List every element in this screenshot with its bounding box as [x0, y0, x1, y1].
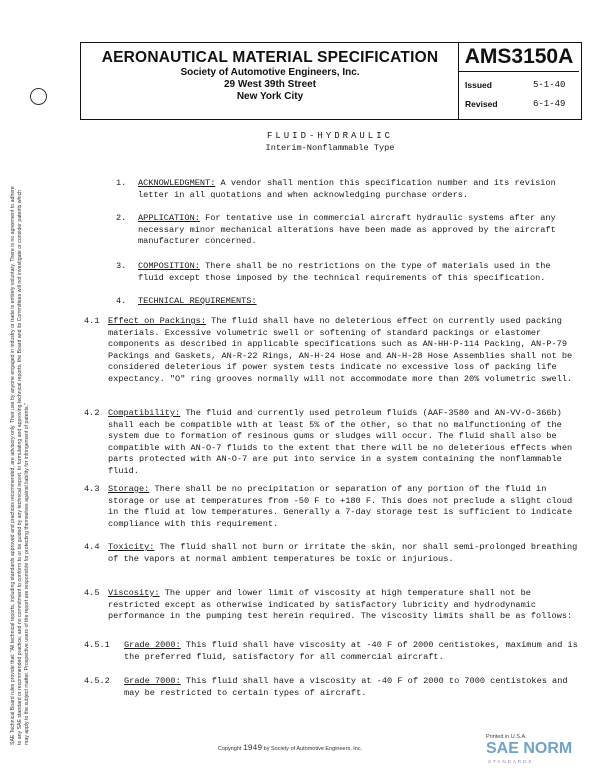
org-city: New York City	[236, 91, 304, 102]
subsection-heading: Viscosity:	[108, 588, 160, 598]
revised-label: Revised	[465, 99, 498, 109]
header-title-box	[80, 42, 459, 120]
section-text	[138, 178, 578, 201]
document-title-line1: FLUID-HYDRAULIC	[266, 131, 393, 141]
punch-hole	[30, 88, 47, 105]
watermark-subtext: STANDARDS	[488, 759, 534, 764]
subsubsection-text	[124, 640, 578, 663]
subsubsection-text	[124, 676, 578, 699]
subsection-text	[108, 588, 578, 623]
copyright-footer	[80, 744, 500, 753]
subsection-body: The upper and lower limit of viscosity at high temperature shall not be restricted except as otherwise indicated by satisfactory lubricity and hydrodynamic performance in the pumping test herein required. The viscosity limits shall be as follows:	[108, 588, 573, 621]
subsection-text	[108, 484, 578, 530]
section-heading: COMPOSITION:	[138, 261, 200, 271]
section-heading: TECHNICAL REQUIREMENTS:	[138, 296, 257, 306]
document-title	[80, 131, 580, 154]
subsubsection-body: This fluid shall have viscosity at -40 F of 2000 centistokes, maximum and is the preferred fluid, satisfactory for all commercial aircraft.	[124, 640, 578, 662]
ams-prefix: AMS	[464, 45, 512, 68]
subsection-body: The fluid and currently used petroleum fluids (AAF-3580 and AN-VV-O-366b) shall each be compatible with at least 5% of the other, so that no malfunctioning of the system due to formation of resinous gums or sludges will occur. The fluid shall also be compatible with AN-O-7 fluids to the extent that there will be no deleterious effects when parts protected with AN-O-7 are put into service in a system containing the nonflammable fluid.	[108, 408, 573, 476]
copyright-label: Copyright	[217, 746, 242, 752]
issued-row	[465, 80, 566, 90]
subsubsection-heading: Grade 2000:	[124, 640, 181, 650]
subsubsection-number: 4.5.2	[84, 676, 110, 686]
side-notice: SAE Technical Board rules provide that: "All technical reports, including standards approved and practices recommended, are advisory only. Their use by anyone engaged in industry or trade is entirely voluntary. There is no agreement to adhere to any SAE standard or recommended practice, and no commitment to conform to or be guided by any technical report. In formulating and approving technical reports, the Board and its Committees will not investigate or consider patents which may apply to the subject matter. Prospective users of the report are responsible for protecting themselves against liability for infringement of patents."	[10, 186, 30, 745]
section-body: There shall be no restrictions on the type of materials used in the fluid except those imposed by the technical requirements of this specification.	[138, 261, 551, 283]
copyright-holder: by Society of Automotive Engineers, Inc.	[263, 746, 363, 752]
section-heading: APPLICATION:	[138, 213, 200, 223]
section-text	[138, 261, 578, 284]
section-number: 4.	[116, 296, 127, 306]
printed-stamp: Printed in U.S.A.	[486, 734, 527, 740]
subsection-text	[108, 408, 578, 477]
subsection-number: 4.5	[84, 588, 100, 598]
header-number-box	[458, 42, 582, 120]
org-address: 29 West 39th Street	[223, 79, 317, 90]
subsubsection-heading: Grade 7000:	[124, 676, 181, 686]
subsection-heading: Storage:	[108, 484, 150, 494]
subsection-number: 4.4	[84, 542, 100, 552]
subsubsection-body: This fluid shall have a viscosity at -40 F of 2000 to 7000 centistokes and may be restricted to certain types of aircraft.	[124, 676, 568, 698]
section-body: For tentative use in commercial aircraft hydraulic systems after any necessary minor mechanical alterations have been made as approved by the aircraft manufacturer concerned.	[138, 213, 556, 246]
subsection-text	[108, 316, 578, 385]
subsubsection-number: 4.5.1	[84, 640, 110, 650]
subsection-heading: Effect on Packings:	[108, 316, 206, 326]
issued-date: 5-1-40	[533, 80, 566, 90]
spec-title: AERONAUTICAL MATERIAL SPECIFICATION	[101, 49, 439, 66]
section-number: 1.	[116, 178, 127, 188]
subsection-text	[108, 542, 578, 565]
document-title-line2: Interim-Nonflammable Type	[265, 142, 395, 153]
subsection-number: 4.2	[84, 408, 100, 418]
revised-row	[465, 99, 566, 109]
watermark-text: SAE NORM	[486, 740, 573, 757]
copyright-year: 1949	[242, 744, 263, 753]
watermark-logo	[486, 734, 596, 766]
section-number: 3.	[116, 261, 127, 271]
subsection-body: The fluid shall not burn or irritate the skin, nor shall semi-prolonged breathing of the vapors at normal ambient temperatures be toxic or injurious.	[108, 542, 578, 564]
revised-date: 6-1-49	[533, 99, 566, 109]
section-text	[138, 296, 578, 308]
subsection-body: There shall be no precipitation or separation of any portion of the fluid in storage or use at temperatures from -50 F to +180 F. This does not preclude a slight cloud in the fluid at low temperatures. Generally a 7-day storage test is sufficient to indicate compliance with this requirement.	[108, 484, 573, 529]
section-heading: ACKNOWLEDGMENT:	[138, 178, 216, 188]
subsection-heading: Compatibility:	[108, 408, 181, 418]
subsection-body: The fluid shall have no deleterious effect on currently used packing materials. Excessive volumetric swell or softening of standard packings or elastomer components as described in applicable specifications such as AN-HH-P-114 Packing, AN-P-79 Packings and Gaskets, AN-R-22 Rings, AN-H-24 Hose and AN-H-28 Hose Assemblies shall not be considered deleterious if power system tests indicate no excessive loss of packing life expectancy. "O" ring grooves normally will not accommodate more than 20% volumetric swell.	[108, 316, 573, 384]
subsection-number: 4.3	[84, 484, 100, 494]
subsection-heading: Toxicity:	[108, 542, 155, 552]
ams-number	[459, 43, 579, 72]
section-body: A vendor shall mention this specification number and its revision letter in all quotations and when acknowledging purchase orders.	[138, 178, 556, 200]
ams-code: 3150A	[511, 45, 574, 68]
subsection-number: 4.1	[84, 316, 100, 326]
section-text	[138, 213, 578, 248]
section-number: 2.	[116, 213, 127, 223]
org-name: Society of Automotive Engineers, Inc.	[180, 67, 360, 78]
issued-label: Issued	[465, 80, 492, 90]
